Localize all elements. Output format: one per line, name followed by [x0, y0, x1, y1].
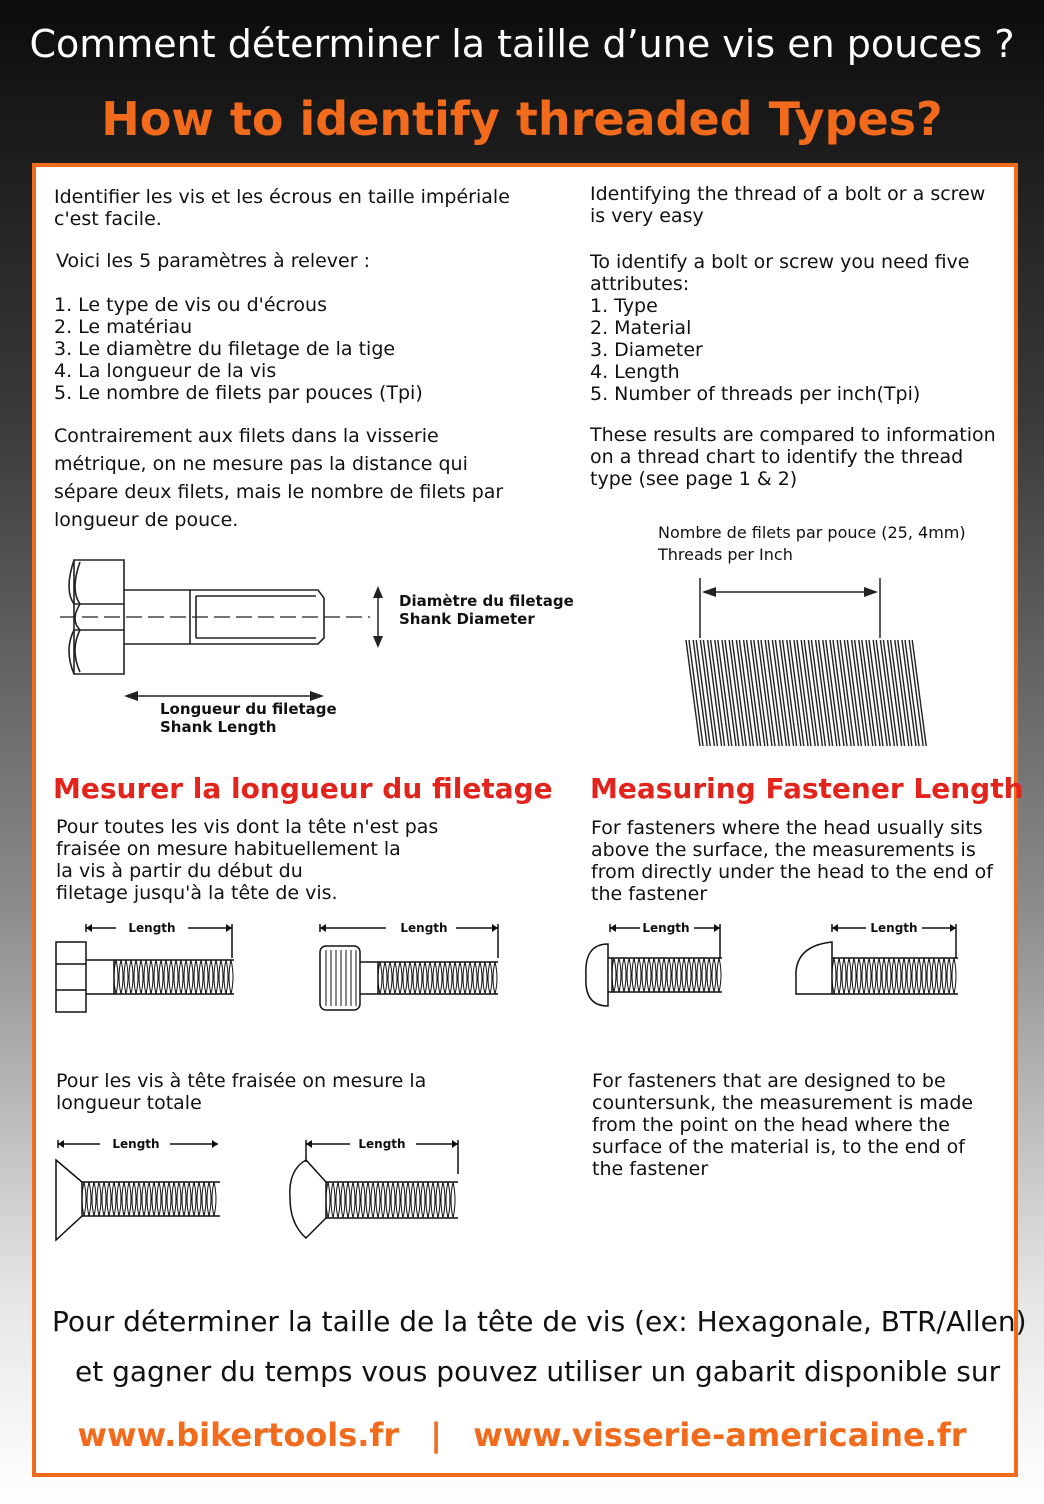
right-compare-note: These results are compared to information on a thread chart to identify the thread type (see page 1 & 2) — [590, 424, 996, 490]
round-head-length-diagram — [584, 918, 729, 1018]
length-text: Length — [642, 921, 690, 935]
length-text: Length — [400, 921, 448, 935]
dome-head-length-diagram — [792, 918, 962, 1018]
page-title-en: How to identify threaded Types? — [101, 92, 943, 146]
measure-title-en: Measuring Fastener Length — [590, 772, 1024, 805]
footer-line-1: Pour déterminer la taille de la tête de vis (ex: Hexagonale, BTR/Allen) — [52, 1305, 1027, 1338]
threads-per-inch-diagram — [680, 578, 930, 750]
measure-text-en: For fasteners where the head usually sits above the surface, the measurements is from directly under the head to the end of the fastener — [591, 817, 993, 905]
oval-countersunk-length-diagram — [286, 1134, 466, 1246]
link-separator: | — [430, 1416, 442, 1454]
left-params-list: 1. Le type de vis ou d'écrous 2. Le matériau 3. Le diamètre du filetage de la tige 4. La longueur de la vis 5. Le nombre de filets par pouces (Tpi) — [54, 294, 423, 404]
flat-countersunk-length-diagram — [52, 1134, 227, 1246]
hex-bolt-length-diagram — [52, 918, 242, 1018]
left-metric-note: Contrairement aux filets dans la visserie métrique, on ne mesure pas la distance qui sépare deux filets, mais le nombre de filets par longueur de pouce. — [54, 425, 504, 531]
left-intro: Identifier les vis et les écrous en taille impériale c'est facile. — [54, 186, 510, 230]
page-title-fr: Comment déterminer la taille d’une vis en pouces ? — [29, 22, 1015, 66]
footer-line-2: et gagner du temps vous pouvez utiliser un gabarit disponible sur — [75, 1355, 1001, 1388]
countersunk-text-en: For fasteners that are designed to be countersunk, the measurement is made from the point on the head where the surface of the material is, to the end of the fastener — [592, 1070, 974, 1180]
footer-links — [0, 1416, 1044, 1454]
tpi-label: Nombre de filets par pouce (25, 4mm) Threads per Inch — [658, 523, 966, 564]
length-text: Length — [358, 1137, 406, 1151]
countersunk-text-fr: Pour les vis à tête fraisée on mesure la longueur totale — [56, 1070, 427, 1114]
right-intro: Identifying the thread of a bolt or a screw is very easy — [590, 183, 986, 227]
socket-head-length-diagram — [316, 918, 506, 1018]
measure-title-fr: Mesurer la longueur du filetage — [53, 772, 553, 805]
length-text: Length — [870, 921, 918, 935]
length-text: Length — [112, 1137, 160, 1151]
diameter-label: Diamètre du filetage Shank Diameter — [399, 592, 574, 628]
link-bikertools[interactable]: www.bikertools.fr — [77, 1416, 400, 1454]
length-text: Length — [128, 921, 176, 935]
left-params-heading: Voici les 5 paramètres à relever : — [56, 250, 370, 272]
measure-text-fr: Pour toutes les vis dont la tête n'est pas fraisée on mesure habituellement la la vis à partir du début du filetage jusqu'à la tête de vis. — [56, 816, 439, 904]
length-label: Longueur du filetage Shank Length — [160, 700, 337, 736]
right-attributes: To identify a bolt or screw you need five attributes: 1. Type 2. Material 3. Diameter 4. Length 5. Number of threads per inch(Tpi) — [590, 251, 970, 405]
link-visserie-americaine[interactable]: www.visserie-americaine.fr — [473, 1416, 967, 1454]
